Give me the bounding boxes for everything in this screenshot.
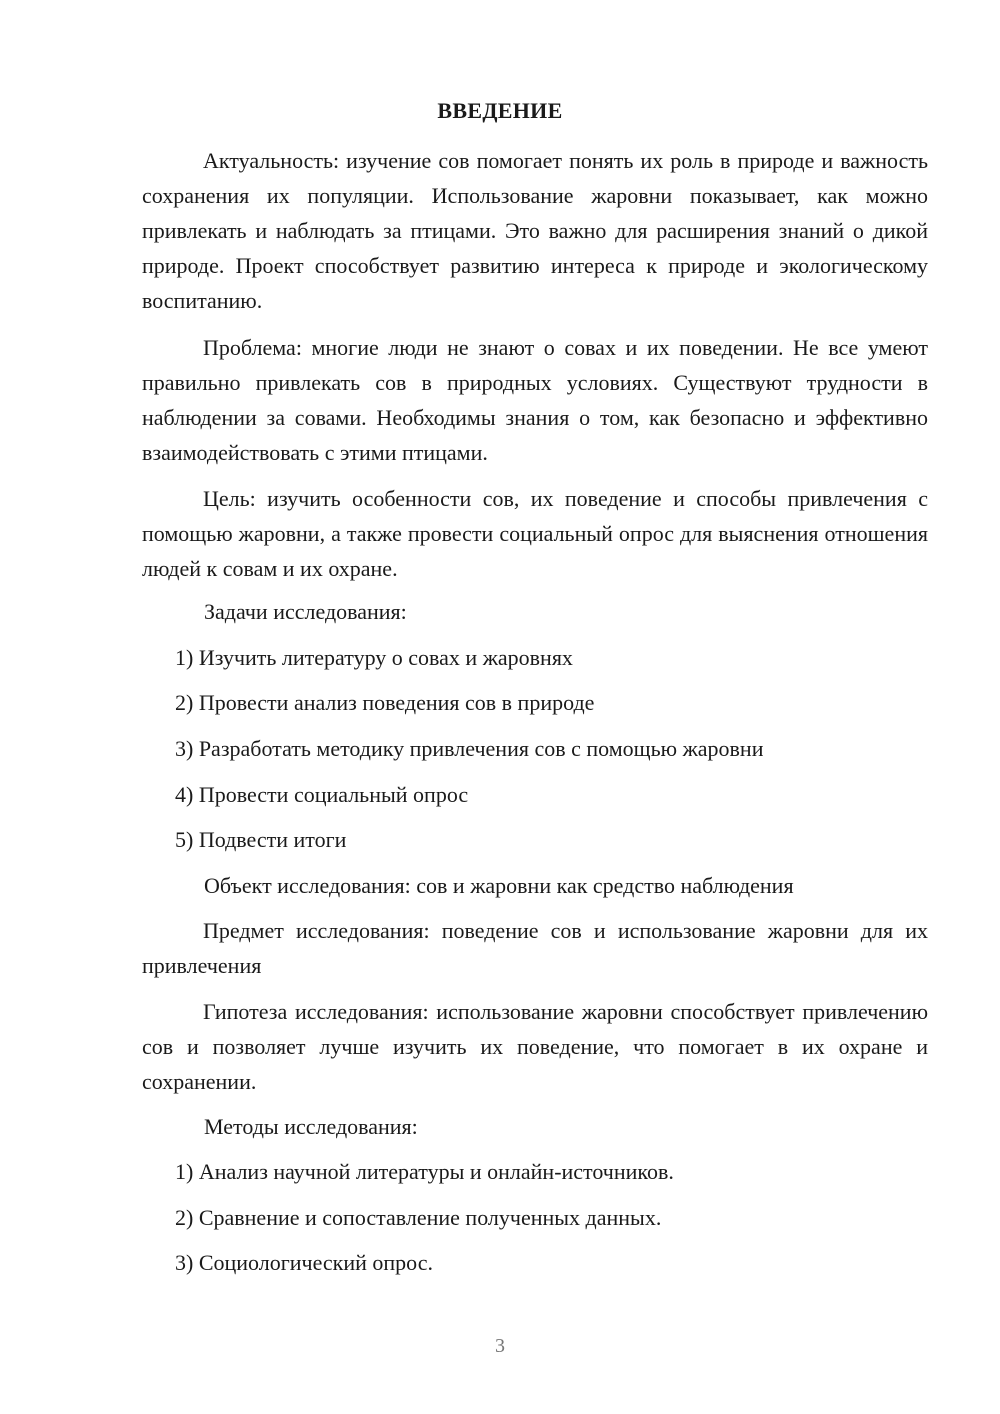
task-item: 2) Провести анализ поведения сов в природе	[175, 690, 595, 715]
method-item: 2) Сравнение и сопоставление полученных данных.	[175, 1205, 662, 1230]
task-item: 1) Изучить литературу о совах и жаровнях	[175, 645, 573, 670]
relevance-paragraph: Актуальность: изучение сов помогает понять их роль в природе и важность сохранения их популяции. Использование жаровни показывает, как можно привлекать и наблюдать за птицами. Это важно для расширения знаний о дикой природе. Проект способствует развитию интереса к природе и экологическому воспитанию.	[142, 148, 928, 313]
hypothesis-paragraph: Гипотеза исследования: использование жаровни способствует привлечению сов и позволяет лучше изучить их поведение, что помогает в их охране и сохранении.	[142, 999, 928, 1094]
tasks-heading: Задачи исследования:	[204, 599, 407, 624]
task-item: 3) Разработать методику привлечения сов с помощью жаровни	[175, 736, 764, 761]
problem-paragraph: Проблема: многие люди не знают о совах и их поведении. Не все умеют правильно привлекать сов в природных условиях. Существуют трудности в наблюдении за совами. Необходимы знания о том, как безопасно и эффективно взаимодействовать с этими птицами.	[142, 335, 928, 465]
research-subject: Предмет исследования: поведение сов и использование жаровни для их привлечения	[142, 918, 928, 978]
task-item: 4) Провести социальный опрос	[175, 782, 469, 807]
method-item: 1) Анализ научной литературы и онлайн-источников.	[175, 1159, 674, 1184]
goal-paragraph: Цель: изучить особенности сов, их поведение и способы привлечения с помощью жаровни, а также провести социальный опрос для выяснения отношения людей к совам и их охране.	[142, 486, 928, 581]
research-object: Объект исследования: сов и жаровни как средство наблюдения	[204, 873, 794, 898]
task-item: 5) Подвести итоги	[175, 827, 347, 852]
method-item: 3) Социологический опрос.	[175, 1250, 433, 1275]
section-title: ВВЕДЕНИЕ	[437, 98, 563, 123]
page-number: 3	[495, 1335, 505, 1357]
methods-heading: Методы исследования:	[204, 1114, 418, 1139]
